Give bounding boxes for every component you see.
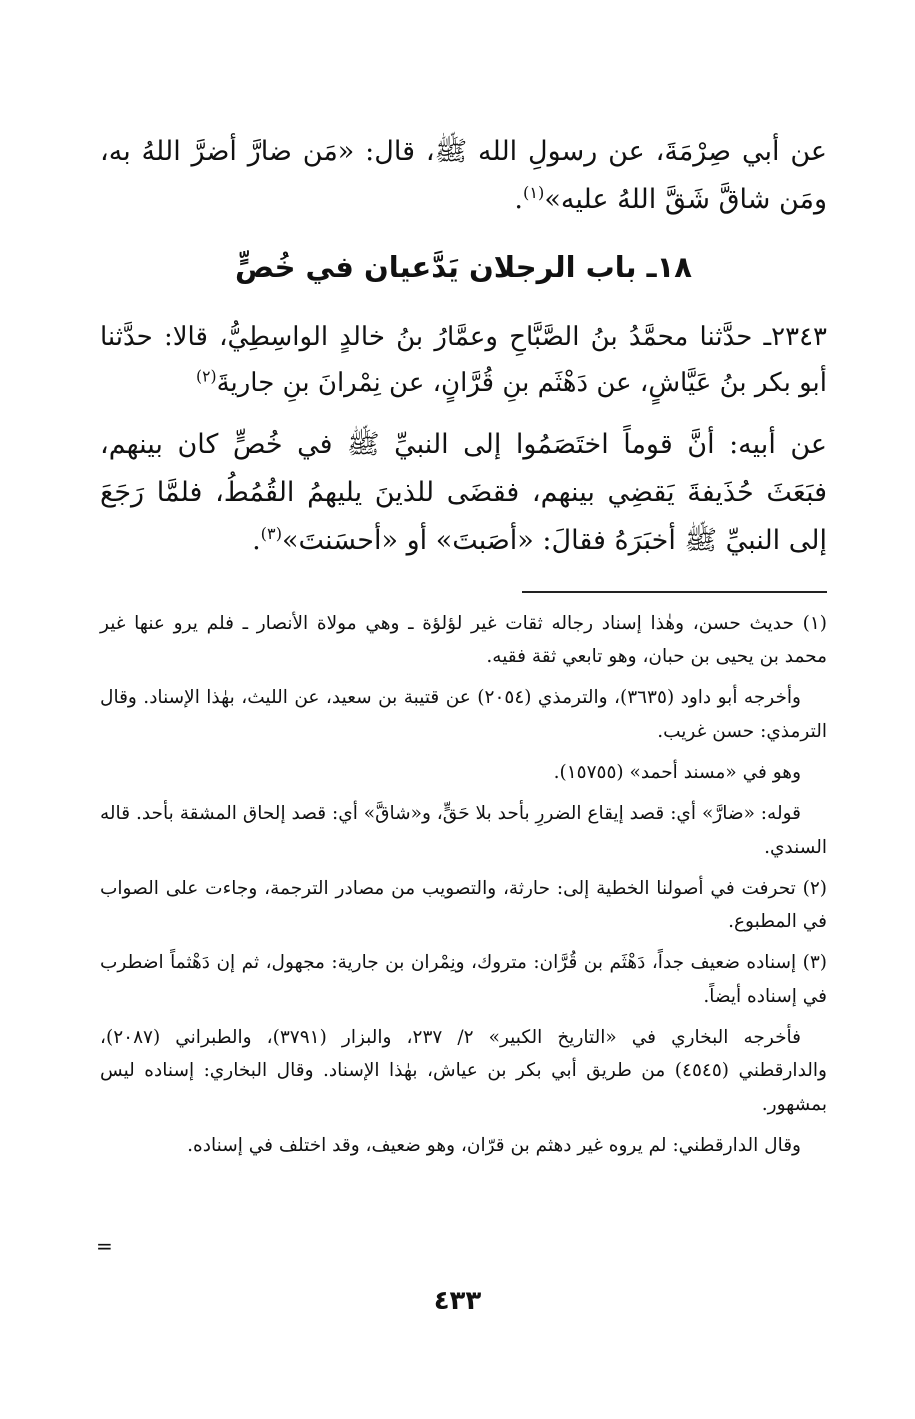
page-body: [100, 128, 827, 1170]
footnote-paragraph: وأخرجه أبو داود (٣٦٣٥)، والترمذي (٢٠٥٤) عن قتيبة بن سعيد، عن الليث، بهٰذا الإسناد. وقال الترمذي: حسن غريب.: [100, 687, 827, 742]
opening-text: عن أبي صِرْمَةَ، عن رسولِ الله ﷺ، قال: «مَن ضارَّ أضرَّ اللهُ به، ومَن شاقَّ شَقَّ اللهُ عليه»: [100, 136, 827, 216]
footnote-paragraph: (٣) إسناده ضعيف جداً، دَهْثَم بن قُرَّان: متروك، ونِمْران بن جارية: مجهول، ثم إن دَهْثماً اضطرب في إسناده أيضاً.: [100, 952, 827, 1007]
footnote-marker-1: (١): [522, 183, 545, 203]
page-number: ٤٣٣: [433, 1286, 482, 1316]
opening-paragraph: [100, 128, 827, 224]
footnote-divider: [522, 591, 827, 593]
continuation-mark: =: [96, 1234, 113, 1258]
hadith-matn: [100, 421, 827, 565]
hadith-isnad: [100, 314, 827, 407]
hadith-matn-text: عن أبيه: أنَّ قوماً اختَصَمُوا إلى النبيِّ ﷺ في خُصٍّ كان بينهم، فبَعَثَ حُذَيفةَ يَقضِي بينهم، فقضَى للذينَ يليهمُ القُمُطُ، فلمَّا رَجَعَ إلى النبيِّ ﷺ أخبَرَهُ فقالَ: «أصَبتَ» أو «أحسَنتَ»: [100, 428, 827, 556]
footnote-paragraph: وهو في «مسند أحمد» (١٥٧٥٥).: [553, 761, 801, 783]
footnote-paragraph: قوله: «ضارَّ» أي: قصد إيقاع الضررِ بأحد بلا حَقٍّ، و«شاقَّ» أي: قصد إلحاق المشقة بأحد. قاله السندي.: [100, 803, 827, 858]
main-text: [100, 128, 827, 565]
footnote-paragraph: فأخرجه البخاري في «التاريخ الكبير» ٢/ ٢٣٧، والبزار (٣٧٩١)، والطبراني (٢٠٨٧)، والدارقطني (٤٥٤٥) من طريق أبي بكر بن عياش، بهٰذا الإسناد. وقال البخاري: إسناده ليس بمشهور.: [100, 1027, 827, 1115]
footnote-paragraph: (٢) تحرفت في أصولنا الخطية إلى: حارثة، والتصويب من مصادر الترجمة، وجاءت على الصواب في المطبوع.: [100, 877, 827, 933]
hadith-isnad-text: ٢٣٤٣ـ حدَّثنا محمَّدُ بنُ الصَّبَّاحِ وعمَّارُ بنُ خالدٍ الواسِطِيُّ، قالا: حدَّثنا أبو بكر بنُ عَيَّاشٍ، عن دَهْثَم بنِ قُرَّانٍ، عن نِمْرانَ بنِ جاريةَ: [100, 322, 827, 399]
opening-end: .: [514, 184, 523, 216]
footnote-marker-2: (٢): [195, 367, 217, 386]
chapter-title: ١٨ـ باب الرجلان يَدَّعيان في خُصٍّ: [235, 250, 692, 285]
footnote-marker-3: (٣): [260, 523, 283, 543]
footnote-paragraph: (١) حديث حسن، وهٰذا إسناد رجاله ثقات غير لؤلؤة ـ وهي مولاة الأنصار ـ فلم يرو عنها غير محمد بن يحيى بن حبان، وهو تابعي ثقة فقيه.: [100, 612, 827, 668]
footnote-paragraph: وقال الدارقطني: لم يروه غير دهثم بن قرّان، وهو ضعيف، وقد اختلف في إسناده.: [187, 1134, 801, 1156]
footnotes: [100, 607, 827, 1162]
matn-end: .: [252, 524, 261, 556]
